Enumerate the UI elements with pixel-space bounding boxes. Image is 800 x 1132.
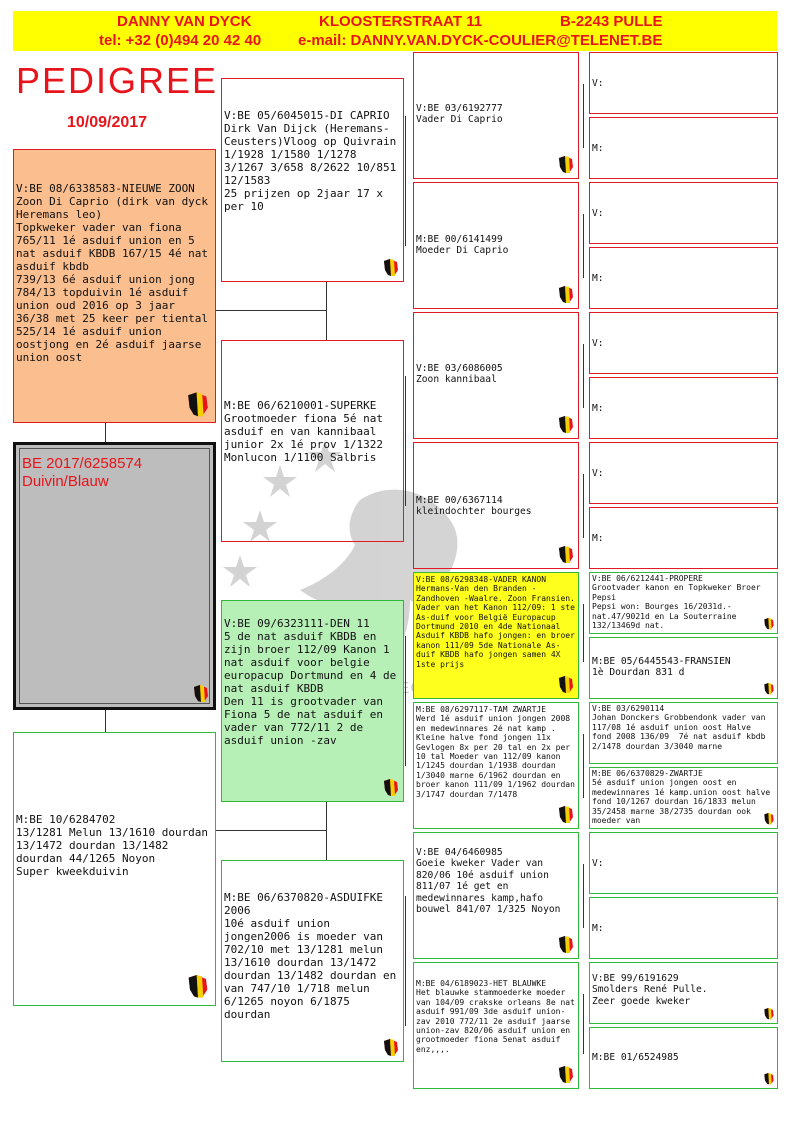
star-icon (223, 555, 257, 587)
breeder-email[interactable]: e-mail: DANNY.VAN.DYCK-COULIER@TELENET.BE (298, 32, 663, 49)
belgium-flag-icon (557, 155, 575, 175)
fmm-box[interactable] (413, 442, 579, 569)
father-box[interactable] (13, 149, 216, 423)
belgium-flag-icon (557, 285, 575, 305)
fmm-text: M:BE 00/6367114 kleindochter bourges (416, 495, 532, 518)
breeder-street: KLOOSTERSTRAAT 11 (319, 13, 483, 30)
breeder-name: DANNY VAN DYCK (117, 13, 252, 30)
page-title: PEDIGREE (16, 60, 219, 101)
belgium-flag-icon (763, 617, 775, 631)
mf-text: V:BE 09/6323111-DEN 11 5 de nat asduif KBDB en zijn broer 112/09 Kanon 1 nat asduif voor belgie europacup Dortmund en 4 de nat asduif KBDB Den 11 is grootvader van Fiona 5 de nat asduif en vader van 772/11 2 de asduif union -zav (224, 617, 397, 747)
g4-box-2[interactable]: M: (589, 117, 778, 179)
header-bar (13, 11, 777, 51)
belgium-flag-icon (382, 778, 400, 798)
father-mother-box[interactable] (221, 340, 404, 542)
subject-color: Duivin/Blauw (22, 473, 109, 490)
mff-box[interactable] (413, 572, 579, 699)
belgium-flag-icon (557, 675, 575, 695)
mother-box[interactable] (13, 732, 216, 1006)
g4-box-16[interactable]: M:BE 01/6524985 (589, 1027, 778, 1089)
g4-box-15[interactable]: V:BE 99/6191629 Smolders René Pulle. Zeer goede kweker (589, 962, 778, 1024)
ffm-box[interactable] (413, 182, 579, 309)
mmm-text: M:BE 04/6189023-HET BLAUWKE Het blauwke stammoederke moeder van 104/09 crakske orleans 8e nat asduif 991/09 3de asduif union-zav 2010 772/11 2e asduif jaarse union-zav 820/06 asduif union en grootmoeder fiona 5enat asduif enz,,,. (416, 979, 575, 1054)
g4-box-10[interactable]: M:BE 05/6445543-FRANSIEN 1è Dourdan 831 d (589, 637, 778, 699)
subject-ring: BE 2017/6258574 (22, 455, 143, 472)
mmm-box[interactable] (413, 962, 579, 1089)
mff-text: V:BE 08/6298348-VADER KANON Hermans-Van den Branden - Zandhoven -Waalre. Zoon Fransien. Vader van het Kanon 112/09: 1 ste As-duif voor België Europacup Dortmund 2010 en 4de Nationaal Asduif KBDB hafo jongen: en broer kanon 111/09 5de Nationale As-duif KBDB hafo jongen samen 4X 1ste prijs (416, 575, 575, 669)
fmf-box[interactable] (413, 312, 579, 439)
belgium-flag-icon (557, 805, 575, 825)
mother-text: M:BE 10/6284702 13/1281 Melun 13/1610 dourdan 13/1472 dourdan 13/1482 dourdan 44/1265 Noyon Super kweekduivin (16, 813, 209, 878)
breeder-city: B-2243 PULLE (560, 13, 663, 30)
g4-box-4[interactable]: M: (589, 247, 778, 309)
belgium-flag-icon (557, 1065, 575, 1085)
belgium-flag-icon (382, 1038, 400, 1058)
g4-box-6[interactable]: M: (589, 377, 778, 439)
fmf-text: V:BE 03/6086005 Zoon kannibaal (416, 363, 503, 386)
g4-box-5[interactable]: V: (589, 312, 778, 374)
pedigree-date: 10/09/2017 (67, 114, 148, 131)
mother-father-box[interactable] (221, 600, 404, 802)
mmf-box[interactable] (413, 832, 579, 959)
father-father-box[interactable] (221, 78, 404, 282)
fff-text: V:BE 03/6192777 Vader Di Caprio (416, 103, 503, 126)
g4-box-11[interactable]: V:BE 03/6290114 Johan Donckers Grobbendonk vader van 117/08 1é asduif union oost Halve fond 2008 136/09 7é nat asduif kbdb 2/1478 dourdan 3/3040 marne (589, 702, 778, 764)
fff-box[interactable] (413, 52, 579, 179)
mm-text: M:BE 06/6370820-ASDUIFKE 2006 10é asduif union jongen2006 is moeder van 702/10 met 13/1281 melun 13/1610 dourdan 13/1472 dourdan 13/1482 dourdan en van 747/10 1/718 melun 6/1265 noyon 6/1875 dourdan (224, 891, 397, 1021)
mfm-text: M:BE 08/6297117-TAM ZWARTJE Werd 1é asduif union jongen 2008 en medewinnares 2é nat kamp . Kleine halve fond jongen 11x Gevlogen 8x per 20 tal en 2x per 10 tal Moeder van 112/09 kanon 1/1245 dourdan 1/1938 dourdan 1/3040 marne 6/1962 dourdan en broer kanon 111/09 1/1962 dourdan 3/1747 dourdan 7/1478 (416, 705, 575, 799)
mfm-box[interactable] (413, 702, 579, 829)
belgium-flag-icon (382, 258, 400, 278)
subject-pigeon-box[interactable] (13, 442, 216, 710)
mother-mother-box[interactable] (221, 860, 404, 1062)
breeder-phone: tel: +32 (0)494 20 42 40 (99, 32, 262, 49)
g4-box-9[interactable]: V:BE 06/6212441-PROPERE Grootvader kanon en Topkweker Broer Pepsi Pepsi won: Bourges 16/2031d.-nat.47/9021d en La Souterraine 132/13469d nat. (589, 572, 778, 634)
g4-box-1[interactable]: V: (589, 52, 778, 114)
belgium-flag-icon (557, 545, 575, 565)
father-text: V:BE 08/6338583-NIEUWE ZOON Zoon Di Caprio (dirk van dyck Heremans leo) Topkweker vader van fiona 765/11 1é asduif union en 5 nat asduif KBDB 167/15 4é nat asduif kbdb 739/13 6é asduif union jong 784/13 topduivin 1é asduif union oud 2016 op 3 jaar 36/38 met 25 keer per tiental 525/14 1é asduif union oostjong en 2é asduif jaarse union oost (16, 182, 209, 364)
g4-box-14[interactable]: M: (589, 897, 778, 959)
g4-box-13[interactable]: V: (589, 832, 778, 894)
ffm-text: M:BE 00/6141499 Moeder Di Caprio (416, 234, 509, 257)
belgium-flag-icon (192, 684, 210, 704)
fm-text: M:BE 06/6210001-SUPERKE Grootmoeder fiona 5é nat asduif en van kannibaal junior 2x 1é prov 1/1322 Monlucon 1/1100 Salbris (224, 399, 383, 464)
g4-box-12[interactable]: M:BE 06/6370829-ZWARTJE 5é asduif union jongen oost en medewinnares 1é kamp.union oost halve fond 10/1267 dourdan 16/1833 melun 35/2458 marne 38/2735 dourdan ook moeder van (589, 767, 778, 829)
g4-box-8[interactable]: M: (589, 507, 778, 569)
belgium-flag-icon (763, 682, 775, 696)
belgium-flag-icon (557, 935, 575, 955)
g4-box-7[interactable]: V: (589, 442, 778, 504)
belgium-flag-icon (557, 415, 575, 435)
belgium-flag-icon (186, 973, 210, 1001)
g4-box-3[interactable]: V: (589, 182, 778, 244)
belgium-flag-icon (763, 1007, 775, 1021)
belgium-flag-icon (763, 812, 775, 826)
mmf-text: V:BE 04/6460985 Goeie kweker Vader van 820/06 10é asduif union 811/07 1é get en medewinnares kamp,hafo bouwel 841/07 1/325 Noyon (416, 847, 561, 916)
ff-text: V:BE 05/6045015-DI CAPRIO Dirk Van Dijck (Heremans-Ceusters)Vloog op Quivrain 1/1928 1/1580 1/1278 3/1267 3/658 8/2622 10/851 12/1583 25 prijzen op 2jaar 17 x per 10 (224, 109, 397, 213)
belgium-flag-icon (763, 1072, 775, 1086)
belgium-flag-icon (184, 391, 212, 419)
